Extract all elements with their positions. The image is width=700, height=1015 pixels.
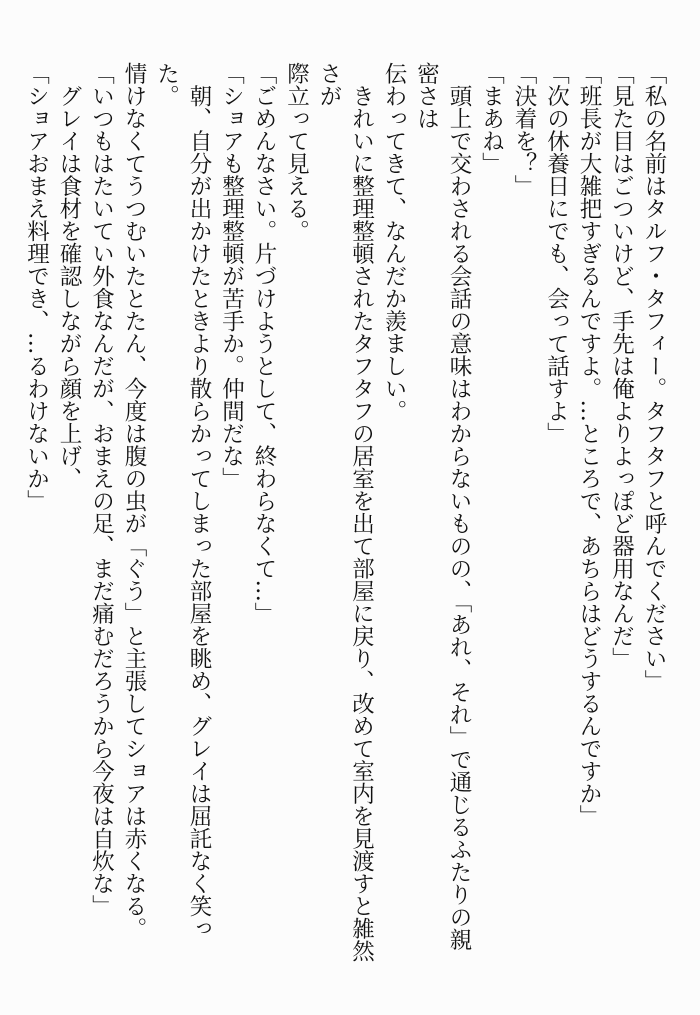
- text-line: 頭上で交わされる会話の意味はわからないものの、「あれ、それ」で通じるふたりの親密さは: [413, 62, 472, 951]
- text-line: 「私の名前はタルフ・タフィー。タフタフと呼んでください」: [641, 62, 667, 692]
- text-line: 「ごめんなさい。片づけようとして、終わらなくて…」: [251, 62, 277, 625]
- text-line: 「ショアも整理整頓が苦手か。仲間だな」: [218, 62, 245, 490]
- text-line: グレイは食材を確認しながら顔を上げ、: [56, 62, 82, 490]
- text-line: 「次の休養日にでも、会って話すよ」: [543, 62, 570, 445]
- text-line: 情けなくてうつむいたとたん、今度は腹の虫が「ぐう」と主張してショアは赤くなる。: [121, 62, 147, 940]
- text-line: 「いつもはたいてい外食なんだが、おまえの足、まだ痛むだろうから今夜は自炊な」: [88, 62, 115, 917]
- text-line: 「班長が大雑把すぎるんですよ。…ところで、あちらはどうするんですか」: [576, 62, 602, 827]
- text-line: 伝わってきて、なんだか羨ましい。: [381, 62, 407, 422]
- text-line: 「まあね」: [478, 62, 505, 175]
- text-line: 「見た目はごついけど、手先は俺よりよっぽど器用なんだ」: [608, 62, 635, 670]
- text-line: 朝、自分が出かけたときより散らかってしまった部屋を眺め、グレイは屈託なく笑った。: [153, 62, 212, 940]
- text-line: 「ショアおまえ料理でき、…るわけないか」: [23, 62, 50, 512]
- text-line: 際立って見える。: [283, 62, 310, 242]
- vertical-text-body: [23, 62, 670, 962]
- text-line: きれいに整理整頓されたタフタフの居室を出て部屋に戻り、改めて室内を見渡すと雑然さが: [316, 62, 375, 962]
- text-line: 「決着を？」: [511, 62, 537, 197]
